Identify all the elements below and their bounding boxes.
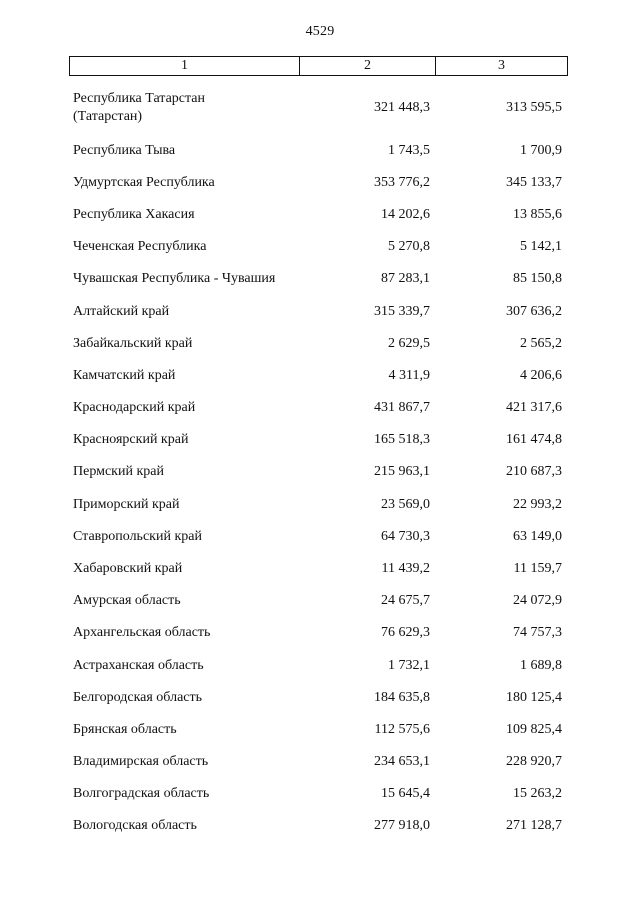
value-column-2: 87 283,1 xyxy=(381,271,430,286)
region-name: Ставропольский край xyxy=(73,529,202,544)
value-column-3: 1 689,8 xyxy=(520,658,562,673)
value-column-3: 421 317,6 xyxy=(506,400,562,415)
column-header-1: 1 xyxy=(70,57,300,75)
region-name: Краснодарский край xyxy=(73,400,196,415)
region-name: Чеченская Республика xyxy=(73,239,207,254)
region-name: Астраханская область xyxy=(73,658,204,673)
value-column-3: 228 920,7 xyxy=(506,754,562,769)
value-column-3: 24 072,9 xyxy=(513,593,562,608)
value-column-2: 112 575,6 xyxy=(374,722,430,737)
region-name: Удмуртская Республика xyxy=(73,175,215,190)
value-column-3: 63 149,0 xyxy=(513,529,562,544)
column-header-3: 3 xyxy=(498,58,505,73)
value-column-2: 184 635,8 xyxy=(374,690,430,705)
region-name: Архангельская область xyxy=(73,625,211,640)
value-column-3: 307 636,2 xyxy=(506,304,562,319)
region-name: Амурская область xyxy=(73,593,181,608)
value-column-3: 22 993,2 xyxy=(513,497,562,512)
region-name: Вологодская область xyxy=(73,818,197,833)
value-column-3: 11 159,7 xyxy=(513,561,562,576)
region-name: Брянская область xyxy=(73,722,177,737)
value-column-2: 353 776,2 xyxy=(374,175,430,190)
value-column-3: 180 125,4 xyxy=(506,690,562,705)
region-name: Красноярский край xyxy=(73,432,189,447)
region-name: Чувашская Республика - Чувашия xyxy=(73,271,276,286)
value-column-2: 5 270,8 xyxy=(388,239,430,254)
region-name: Белгородская область xyxy=(73,690,203,705)
value-column-2: 14 202,6 xyxy=(381,207,430,222)
region-name: Камчатский край xyxy=(73,368,176,383)
value-column-2: 23 569,0 xyxy=(381,497,430,512)
value-column-2: 1 732,1 xyxy=(388,658,430,673)
value-column-2: 165 518,3 xyxy=(374,432,430,447)
region-name: Владимирская область xyxy=(73,754,209,769)
region-name: Пермский край xyxy=(73,464,164,479)
value-column-2: 4 311,9 xyxy=(388,368,430,383)
region-name: Забайкальский край xyxy=(73,336,193,351)
region-name: Республика Хакасия xyxy=(73,207,195,222)
value-column-3: 109 825,4 xyxy=(506,722,562,737)
value-column-2: 1 743,5 xyxy=(388,143,430,158)
value-column-2: 11 439,2 xyxy=(381,561,430,576)
value-column-3: 345 133,7 xyxy=(506,175,562,190)
region-name: Республика Татарстан (Татарстан) xyxy=(73,91,206,124)
value-column-2: 215 963,1 xyxy=(374,464,430,479)
value-column-2: 24 675,7 xyxy=(381,593,430,608)
value-column-3: 13 855,6 xyxy=(513,207,562,222)
value-column-2: 2 629,5 xyxy=(388,336,430,351)
value-column-2: 64 730,3 xyxy=(381,529,430,544)
value-column-3: 1 700,9 xyxy=(520,143,562,158)
value-column-3: 271 128,7 xyxy=(506,818,562,833)
region-name: Волгоградская область xyxy=(73,786,210,801)
value-column-3: 2 565,2 xyxy=(520,336,562,351)
value-column-2: 321 448,3 xyxy=(374,100,430,115)
page-number: 4529 xyxy=(305,24,335,39)
value-column-3: 4 206,6 xyxy=(520,368,562,383)
value-column-2: 315 339,7 xyxy=(374,304,430,319)
value-column-3: 15 263,2 xyxy=(513,786,562,801)
region-name: Приморский край xyxy=(73,497,180,512)
value-column-3: 5 142,1 xyxy=(520,239,562,254)
value-column-3: 74 757,3 xyxy=(513,625,562,640)
column-header-2: 2 xyxy=(300,57,436,75)
region-name: Республика Тыва xyxy=(73,143,176,158)
region-name: Алтайский край xyxy=(73,304,170,319)
region-name: Хабаровский край xyxy=(73,561,183,576)
value-column-2: 15 645,4 xyxy=(381,786,430,801)
value-column-3: 161 474,8 xyxy=(506,432,562,447)
value-column-2: 431 867,7 xyxy=(374,400,430,415)
value-column-2: 76 629,3 xyxy=(381,625,430,640)
value-column-2: 277 918,0 xyxy=(374,818,430,833)
value-column-3: 85 150,8 xyxy=(513,271,562,286)
value-column-3: 210 687,3 xyxy=(506,464,562,479)
value-column-3: 313 595,5 xyxy=(506,100,562,115)
value-column-2: 234 653,1 xyxy=(374,754,430,769)
